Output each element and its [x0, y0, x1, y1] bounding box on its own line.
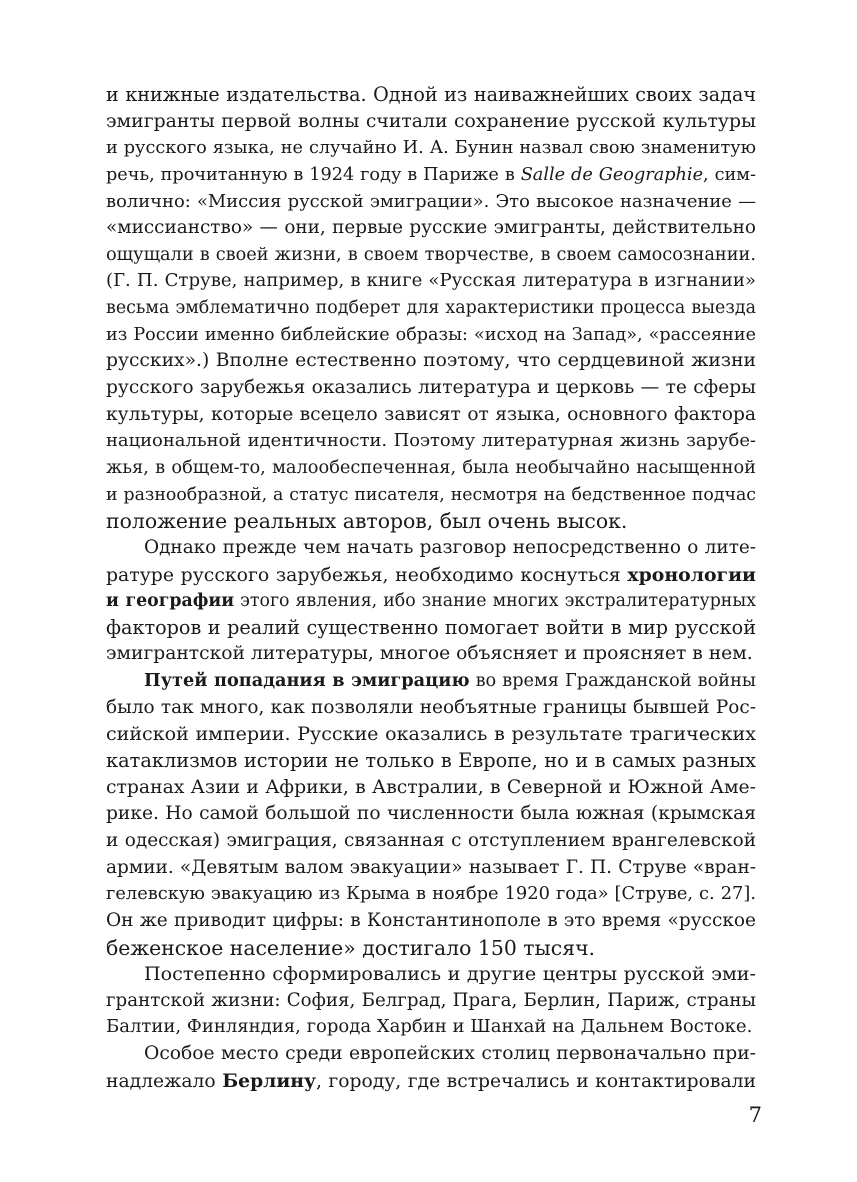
text-line [106, 162, 756, 189]
text-line [106, 641, 756, 668]
text-run: Он же приводит цифры: в Константинополе в это время «русское [106, 909, 756, 931]
body-text [106, 82, 756, 1094]
text-run: во время Гражданской войны [469, 671, 756, 692]
text-run: , городу, где встречались и контактировали [315, 1070, 756, 1092]
text-run: весьма эмблематично подберет для характеристики процесса выезда [106, 298, 756, 319]
text-line [106, 855, 756, 882]
text-line [106, 615, 756, 642]
text-line [106, 135, 756, 162]
text-line [106, 748, 756, 775]
bold-term: Берлину [222, 1069, 316, 1092]
bold-term: и географии [106, 591, 235, 612]
text-line [106, 828, 756, 855]
text-line [106, 295, 756, 322]
text-line [106, 375, 756, 402]
text-run: ощущали в своей жизни, в своем творчестве, в своем самосознании. [106, 244, 756, 265]
text-line [106, 961, 756, 988]
text-line [106, 348, 756, 375]
text-run: и разнообразной, а статус писателя, несмотря на бедственное подчас [106, 484, 756, 505]
text-line [106, 695, 756, 722]
text-line [106, 668, 756, 695]
text-run: русского зарубежья оказались литература и церковь — те сферы [106, 377, 756, 399]
text-line [106, 482, 756, 509]
text-run: культуры, которые всецело зависят от языка, основного фактора [106, 403, 756, 425]
text-line [106, 109, 756, 136]
text-run: (Г. П. Струве, например, в книге «Русская литература в изгнании» [106, 270, 756, 292]
text-line [106, 1014, 756, 1041]
text-run: и книжные издательства. Одной из наиважнейших своих задач [106, 83, 756, 106]
text-line [106, 322, 756, 349]
text-line [106, 455, 756, 482]
text-run: и одесская) эмиграция, связанная с отступлением врангелевской [106, 829, 756, 851]
text-line [106, 908, 756, 935]
text-line [106, 562, 756, 589]
text-line [106, 721, 756, 748]
text-run: эмигрантской литературы, многое объясняет и проясняет в нем. [106, 643, 753, 665]
text-run: Однако прежде чем начать разговор непосредственно о лите- [144, 536, 756, 558]
text-run: было так много, как позволяли необъятные границы бывшей Рос- [106, 696, 756, 718]
text-run: Балтии, Финляндия, города Харбин и Шанхай на Дальнем Востоке. [106, 1016, 753, 1038]
text-run: ратуре русского зарубежья, необходимо коснуться [106, 564, 628, 586]
text-run: , сим- [703, 164, 756, 185]
italic-term: Salle de Geographie [520, 164, 704, 185]
text-line [106, 801, 756, 828]
page-number: 7 [748, 1103, 762, 1127]
text-run: странах Азии и Африки, в Австралии, в Северной и Южной Аме- [106, 776, 756, 798]
text-run: положение реальных авторов, был очень высок. [106, 509, 628, 534]
bold-term: Путей попадания в эмиграцию [144, 670, 470, 692]
text-run: из России именно библейские образы: «исход на Запад», «рассеяние [106, 324, 756, 345]
text-run: гелевскую эвакуацию из Крыма в ноябре 1920 года» [Струве, с. 27]. [106, 883, 756, 905]
text-line [106, 588, 756, 615]
text-run: рике. Но самой большой по численности была южная (крымская [106, 803, 756, 825]
text-run: волично: «Миссия русской эмиграции». Это высокое назначение — [106, 190, 756, 212]
text-line [106, 535, 756, 562]
text-line [106, 402, 756, 429]
text-line [106, 508, 756, 535]
text-line [106, 1068, 756, 1095]
text-run: катаклизмов истории не только в Европе, но и в самых разных [106, 749, 756, 773]
text-line [106, 881, 756, 908]
text-run: и русского языка, не случайно И. А. Бунин назвал свою знаменитую [106, 138, 756, 159]
text-run: факторов и реалий существенно помогает войти в мир русской [106, 615, 756, 639]
text-line [106, 428, 756, 455]
text-line [106, 988, 756, 1015]
text-run: русских».) Вполне естественно поэтому, что сердцевиной жизни [106, 350, 756, 372]
text-run: армии. «Девятым валом эвакуации» называет Г. П. Струве «вран- [106, 856, 756, 878]
text-run: жья, в общем-то, малообеспеченная, была необычайно насыщенной [106, 456, 756, 478]
text-line [106, 775, 756, 802]
text-line [106, 1041, 756, 1068]
text-run: этого явления, ибо знание многих экстралитературных [234, 591, 756, 612]
text-run: беженское население» достигало 150 тысяч. [106, 935, 596, 960]
bold-term: хронологии [627, 563, 756, 586]
text-run: сийской империи. Русские оказались в результате трагических [106, 723, 756, 746]
text-run: Особое место среди европейских столиц первоначально при- [144, 1043, 756, 1065]
text-run: Постепенно сформировались и другие центры русской эми- [144, 962, 756, 986]
text-line [106, 242, 756, 269]
text-line [106, 268, 756, 295]
text-line [106, 935, 756, 962]
text-run: национальной идентичности. Поэтому литературная жизнь зарубе- [106, 430, 756, 452]
text-line [106, 82, 756, 109]
text-line [106, 215, 756, 242]
text-line [106, 189, 756, 216]
text-run: эмигранты первой волны считали сохранение русской культуры [106, 110, 756, 132]
text-run: надлежало [106, 1070, 223, 1092]
text-run: «миссианство» — они, первые русские эмигранты, действительно [106, 217, 756, 239]
text-run: грантской жизни: София, Белград, Прага, Берлин, Париж, страны [106, 989, 756, 1011]
text-run: речь, прочитанную в 1924 году в Париже в [106, 164, 521, 185]
